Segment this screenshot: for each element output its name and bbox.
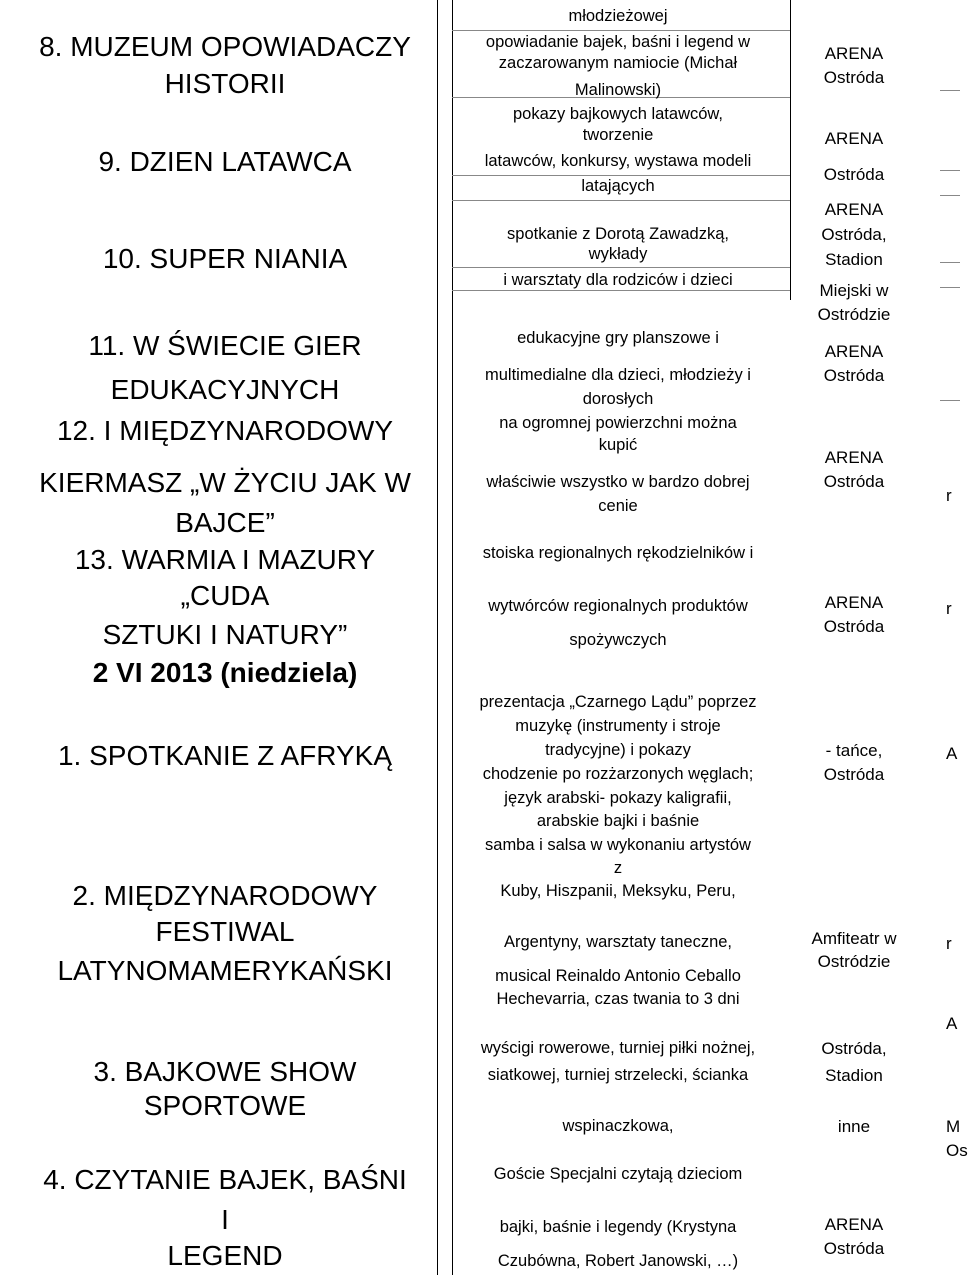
event-description: spotkanie z Dorotą Zawadzką,	[507, 225, 729, 243]
event-title: HISTORII	[164, 68, 286, 99]
row-divider	[452, 290, 790, 291]
event-location: Ostróda	[823, 68, 885, 87]
event-description: Goście Specjalni czytają dzieciom	[493, 1165, 743, 1183]
event-location: ARENA	[824, 129, 884, 148]
event-title: 8. MUZEUM OPOWIADACZY	[39, 31, 411, 62]
event-location: Stadion	[825, 250, 883, 269]
event-description: muzykę (instrumenty i stroje	[515, 717, 721, 735]
event-description: właściwie wszystko w bardzo dobrej	[486, 473, 750, 491]
row-divider	[452, 30, 790, 31]
event-description: tradycyjne) i pokazy	[545, 741, 691, 759]
event-description: opowiadanie bajek, baśni i legend w	[485, 33, 751, 51]
event-description: wspinaczkowa,	[562, 1117, 674, 1135]
event-title: 10. SUPER NIANIA	[102, 243, 348, 274]
event-description: siatkowej, turniej strzelecki, ścianka	[487, 1066, 749, 1084]
event-title: BAJCE”	[175, 507, 275, 538]
event-description: latających	[581, 177, 655, 195]
event-location: Ostróda	[823, 1239, 885, 1258]
event-description: chodzenie po rozżarzonych węglach;	[482, 765, 754, 783]
event-description: wytwórców regionalnych produktów	[488, 597, 748, 615]
event-description: na ogromnej powierzchni można	[499, 414, 737, 432]
event-description: tworzenie	[582, 126, 654, 144]
event-title: 2. MIĘDZYNARODOWY	[72, 880, 378, 911]
event-description: stoiska regionalnych rękodzielników i	[482, 544, 754, 562]
event-title: 4. CZYTANIE BAJEK, BAŚNI	[43, 1164, 407, 1195]
event-location: Ostróda	[823, 165, 885, 184]
event-description: wyścigi rowerowe, turniej piłki nożnej,	[480, 1039, 756, 1057]
event-description: cenie	[598, 497, 638, 515]
event-location: - tańce,	[825, 741, 883, 760]
event-title: SZTUKI I NATURY”	[102, 619, 348, 650]
event-location: inne	[837, 1117, 871, 1136]
event-location: ARENA	[824, 44, 884, 63]
event-title: 9. DZIEN LATAWCA	[98, 146, 352, 177]
event-title: KIERMASZ „W ŻYCIU JAK W	[39, 467, 411, 498]
row-divider	[940, 287, 960, 288]
event-description: zaczarowanym namiocie (Michał	[498, 54, 738, 72]
event-description: i warsztaty dla rodziców i dzieci	[503, 271, 733, 289]
event-description: bajki, baśnie i legendy (Krystyna	[499, 1218, 737, 1236]
clipped-cell-text: r	[946, 486, 952, 505]
event-location: ARENA	[824, 1215, 884, 1234]
clipped-cell-text: A	[946, 744, 958, 763]
clipped-cell-text: Os	[946, 1141, 968, 1160]
clipped-cell-text: r	[946, 599, 952, 618]
event-title: 12. I MIĘDZYNARODOWY	[56, 415, 394, 446]
event-title: „CUDA	[180, 580, 270, 611]
row-divider	[940, 262, 960, 263]
event-title: FESTIWAL	[155, 916, 295, 947]
event-location: ARENA	[824, 342, 884, 361]
event-description: Argentyny, warsztaty taneczne,	[503, 933, 733, 951]
event-location: Ostróda	[823, 617, 885, 636]
event-description: edukacyjne gry planszowe i	[517, 329, 719, 347]
event-location: Ostróda,	[821, 1039, 887, 1058]
clipped-cell-text: r	[946, 934, 952, 953]
event-title: SPORTOWE	[143, 1090, 307, 1121]
event-location: Ostróda	[823, 472, 885, 491]
event-description: prezentacja „Czarnego Lądu” poprzez	[479, 693, 757, 711]
clipped-cell-text: A	[946, 1014, 958, 1033]
event-title: 11. W ŚWIECIE GIER	[88, 330, 362, 361]
event-description: spożywczych	[569, 631, 667, 649]
event-location: Amfiteatr w	[811, 929, 897, 948]
event-description: dorosłych	[582, 390, 654, 408]
row-divider	[452, 175, 790, 176]
event-description: samba i salsa w wykonaniu artystów	[485, 836, 751, 854]
event-description: musical Reinaldo Antonio Ceballo	[495, 967, 741, 985]
event-description: arabskie bajki i baśnie	[536, 812, 700, 830]
event-title: 3. BAJKOWE SHOW	[93, 1056, 357, 1087]
event-description: młodzieżowej	[568, 7, 668, 25]
event-title: 13. WARMIA I MAZURY	[74, 544, 376, 575]
event-location: Ostróda	[823, 366, 885, 385]
event-location: Ostróda,	[821, 225, 887, 244]
event-title: I	[221, 1204, 229, 1235]
event-title: EDUKACYJNYCH	[110, 374, 340, 405]
event-description: multimedialne dla dzieci, młodzieży i	[485, 366, 751, 384]
event-description: z	[613, 859, 623, 877]
event-location: ARENA	[824, 448, 884, 467]
event-location: Ostródzie	[817, 305, 891, 324]
event-description: Hechevarria, czas twania to 3 dni	[496, 990, 740, 1008]
event-location: Stadion	[825, 1066, 883, 1085]
row-divider	[452, 200, 790, 201]
event-location: Ostródzie	[817, 952, 891, 971]
row-divider	[940, 400, 960, 401]
date-heading: 2 VI 2013 (niedziela)	[92, 657, 358, 688]
event-description: Czubówna, Robert Janowski, …)	[497, 1252, 739, 1270]
event-title: LATYNOMAMERYKAŃSKI	[57, 955, 393, 986]
clipped-cell-text: M	[946, 1117, 961, 1136]
event-description: język arabski- pokazy kaligrafii,	[504, 789, 732, 807]
event-location: ARENA	[824, 593, 884, 612]
event-description: pokazy bajkowych latawców,	[512, 105, 724, 123]
event-location: Ostróda	[823, 765, 885, 784]
event-location: ARENA	[824, 200, 884, 219]
row-divider	[452, 267, 790, 268]
event-location: Miejski w	[819, 281, 889, 300]
event-description: latawców, konkursy, wystawa modeli	[484, 152, 752, 170]
event-description: wykłady	[588, 245, 648, 263]
event-title: LEGEND	[167, 1240, 283, 1271]
event-description: Malinowski)	[574, 81, 662, 99]
event-description: kupić	[598, 436, 638, 454]
row-divider	[940, 195, 960, 196]
event-description: Kuby, Hiszpanii, Meksyku, Peru,	[500, 882, 736, 900]
event-title: 1. SPOTKANIE Z AFRYKĄ	[57, 740, 393, 771]
row-divider	[940, 90, 960, 91]
row-divider	[940, 170, 960, 171]
